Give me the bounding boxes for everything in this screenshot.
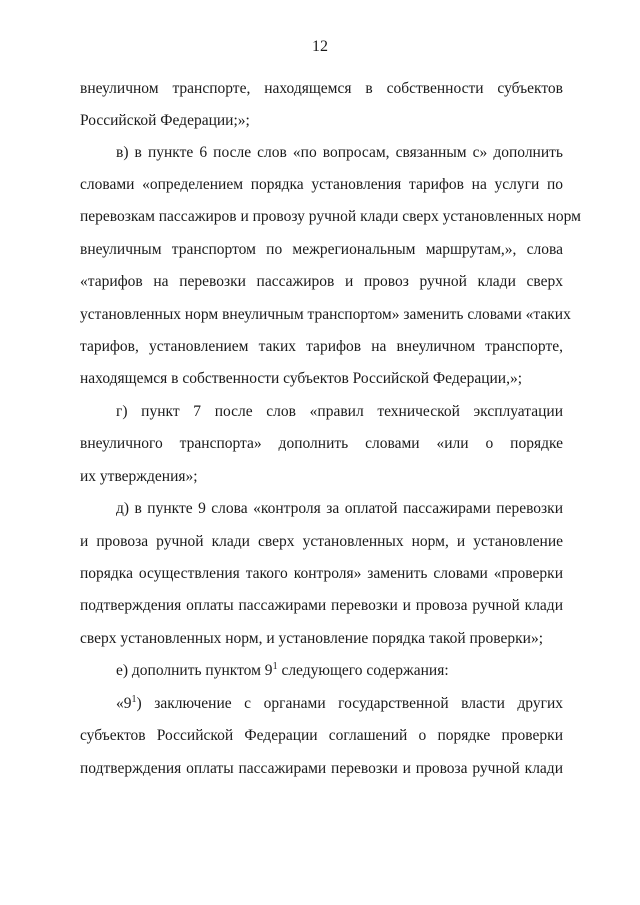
text-line: подтверждения оплаты пассажирами перевозки и провоза ручной клади	[80, 597, 563, 614]
text-line: сверх установленных норм, и установление порядка такой проверки»;	[80, 630, 544, 647]
text-line: «тарифов на перевозки пассажиров и провоз ручной клади сверх	[80, 273, 563, 290]
text-line: внеуличного транспорта» дополнить словами «или о порядке	[80, 435, 563, 452]
text-line-item-e: е) дополнить пунктом $9^1$ следующего содержания:	[116, 661, 449, 679]
text-line: субъектов Российской Федерации соглашений о порядке проверки	[80, 727, 563, 744]
text-line: установленных норм внеуличным транспортом» заменить словами «таких	[80, 306, 571, 323]
text-line-item-9-1: «$9^1$) заключение с органами государственной власти других	[116, 694, 563, 712]
text-line: Российской Федерации;»;	[80, 112, 250, 129]
text-line: подтверждения оплаты пассажирами перевозки и провоза ручной клади	[80, 760, 563, 777]
text-line: словами «определением порядка установления тарифов на услуги по	[80, 176, 563, 193]
text-line: порядка осуществления такого контроля» заменить словами «проверки	[80, 565, 563, 582]
text-line: перевозкам пассажиров и провозу ручной клади сверх установленных норм	[80, 208, 581, 225]
text-line: в) в пункте 6 после слов «по вопросам, связанным с» дополнить	[116, 144, 563, 161]
text-line: и провоза ручной клади сверх установленных норм, и установление	[80, 533, 563, 550]
text-line: тарифов, установлением таких тарифов на внеуличном транспорте,	[80, 338, 563, 355]
text-line: внеуличным транспортом по межрегиональным маршрутам,», слова	[80, 241, 563, 258]
text-line: д) в пункте 9 слова «контроля за оплатой пассажирами перевозки	[116, 500, 563, 517]
text-line: внеуличном транспорте, находящемся в собственности субъектов	[80, 80, 563, 97]
text-line: находящемся в собственности субъектов Российской Федерации,»;	[80, 370, 523, 387]
page-number: 12	[312, 38, 328, 55]
text-line: г) пункт 7 после слов «правил технической эксплуатации	[116, 403, 563, 420]
text-line: их утверждения»;	[80, 468, 198, 485]
